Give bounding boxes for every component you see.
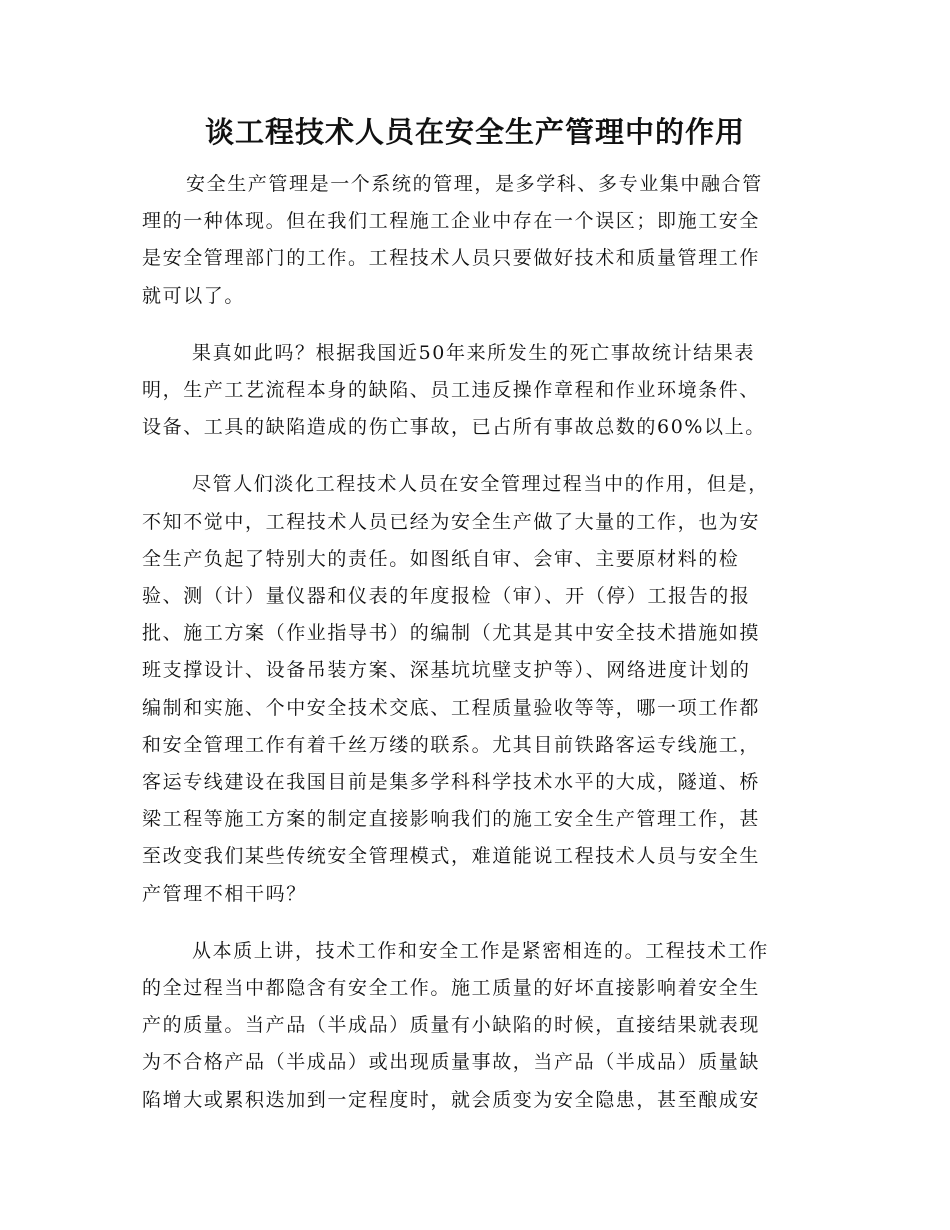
paragraph-line: 至改变我们某些传统安全管理模式，难道能说工程技术人员与安全生 [142, 845, 761, 868]
paragraph-line: 陷增大或累积迭加到一定程度时，就会质变为安全隐患，甚至酿成安 [142, 1088, 761, 1111]
paragraph-line: 班支撑设计、设备吊装方案、深基坑坑壁支护等）、网络进度计划的 [142, 659, 751, 682]
paragraph-line: 全生产负起了特别大的责任。如图纸自审、会审、主要原材料的检 [142, 547, 740, 570]
paragraph-line: 梁工程等施工方案的制定直接影响我们的施工安全生产管理工作，甚 [142, 808, 761, 831]
paragraph-line: 是安全管理部门的工作。工程技术人员只要做好技术和质量管理工作 [142, 247, 761, 270]
paragraph-line: 尽管人们淡化工程技术人员在安全管理过程当中的作用，但是， [192, 473, 769, 496]
paragraph-line: 和安全管理工作有着千丝万缕的联系。尤其目前铁路客运专线施工， [142, 733, 761, 756]
paragraph-line: 不知不觉中，工程技术人员已经为安全生产做了大量的工作，也为安 [142, 510, 761, 533]
paragraph-line: 产的质量。当产品（半成品）质量有小缺陷的时候，直接结果就表现 [142, 1014, 761, 1037]
paragraph-line: 客运专线建设在我国目前是集多学科科学技术水平的大成，隧道、桥 [142, 771, 761, 794]
document-body [142, 166, 802, 1139]
paragraph-2 [142, 335, 802, 447]
paragraph-line: 设备、工具的缺陷造成的伤亡事故，已占所有事故总数的60%以上。 [142, 416, 766, 439]
paragraph-line: 安全生产管理是一个系统的管理，是多学科、多专业集中融合管 [186, 173, 763, 195]
paragraph-line: 就可以了。 [142, 284, 246, 307]
paragraph-line: 为不合格产品（半成品）或出现质量事故，当产品（半成品）质量缺 [142, 1051, 761, 1074]
paragraph-line: 明，生产工艺流程本身的缺陷、员工违反操作章程和作业环境条件、 [142, 379, 761, 402]
paragraph-line: 理的一种体现。但在我们工程施工企业中存在一个误区；即施工安全 [142, 210, 761, 233]
paragraph-4 [142, 933, 802, 1119]
paragraph-line: 批、施工方案（作业指导书）的编制（尤其是其中安全技术措施如摸 [142, 622, 761, 645]
paragraph-3 [142, 466, 802, 912]
paragraph-line: 编制和实施、个中安全技术交底、工程质量验收等等，哪一项工作都 [142, 696, 761, 719]
paragraph-line: 从本质上讲，技术工作和安全工作是紧密相连的。工程技术工作 [192, 939, 769, 962]
paragraph-line: 果真如此吗？根据我国近50年来所发生的死亡事故统计结果表 [192, 341, 755, 364]
paragraph-line: 产管理不相干吗？ [142, 882, 307, 905]
paragraph-1 [142, 166, 802, 315]
paragraph-line: 的全过程当中都隐含有安全工作。施工质量的好坏直接影响着安全生 [142, 977, 761, 1000]
paragraph-line: 验、测（计）量仪器和仪表的年度报检（审）、开（停）工报告的报 [142, 585, 751, 608]
document-title: 谈工程技术人员在安全生产管理中的作用 [204, 115, 745, 149]
